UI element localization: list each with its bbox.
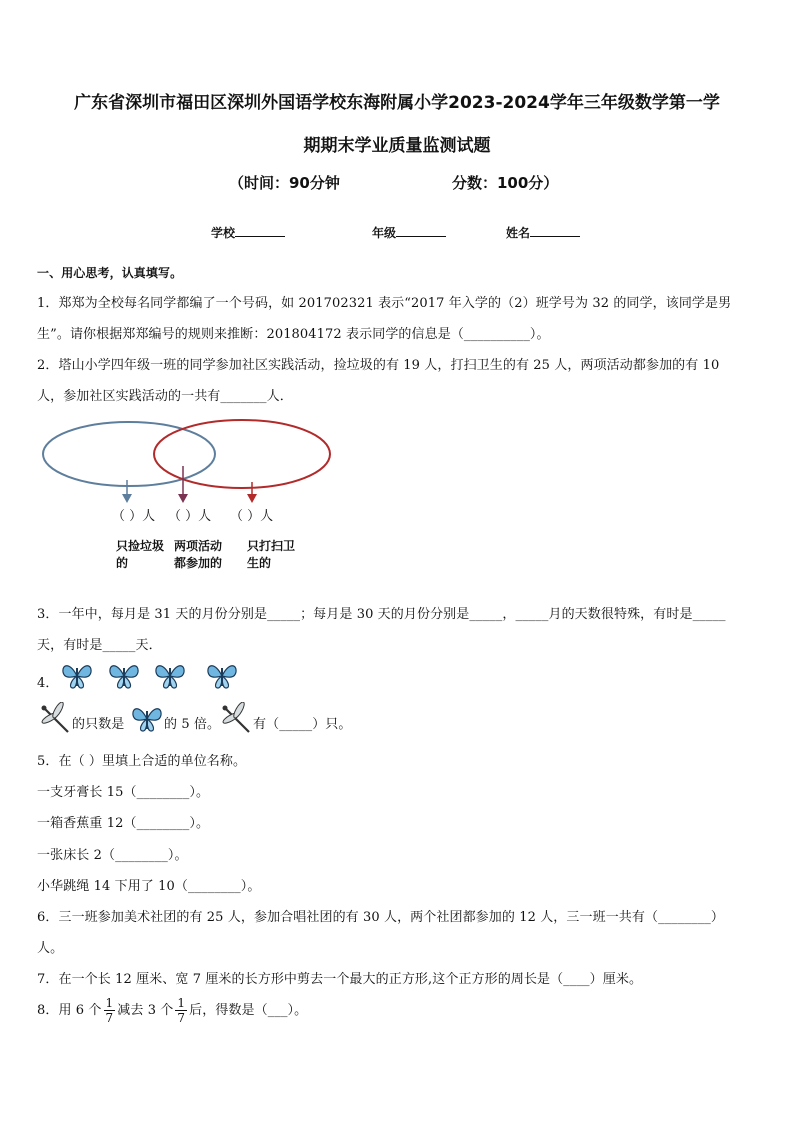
venn-blank-left: （ ）人 <box>112 509 156 524</box>
venn-label-right: 只打扫卫生的 <box>247 539 296 570</box>
fraction-denominator: 7 <box>105 1011 114 1025</box>
q5-a: 一支牙膏长 15（________）。 <box>37 785 210 800</box>
q4-text-a: 的只数是 <box>72 717 125 732</box>
venn-blank-right: （ ）人 <box>230 509 274 524</box>
q5-d: 小华跳绳 14 下用了 10（________）。 <box>37 879 261 894</box>
school-blank[interactable] <box>235 224 285 237</box>
grade-blank[interactable] <box>396 224 446 237</box>
butterfly-icon <box>130 703 164 735</box>
q3-line-1: 3．一年中，每月是 31 天的月份分别是_____；每月是 30 天的月份分别是_____，_____月的天数很特殊，有时是_____ <box>37 607 726 622</box>
q2-line-1: 2．塔山小学四年级一班的同学参加社区实践活动，捡垃圾的有 19 人，打扫卫生的有 25 人，两项活动都参加的有 10 <box>37 358 720 373</box>
name-blank[interactable] <box>530 224 580 237</box>
name-field <box>506 224 580 241</box>
grade-label: 年级 <box>372 226 397 240</box>
fraction-one-seventh <box>104 996 116 1025</box>
exam-score: 分数：100分） <box>452 174 559 192</box>
q5-c: 一张床长 2（________）。 <box>37 848 188 863</box>
venn-label-mid: 两项活动都参加的 <box>174 539 223 570</box>
dragonfly-icon <box>38 702 72 736</box>
section-heading: 一、用心思考，认真填写。 <box>37 266 183 280</box>
q8-part-3: 后，得数是（___）。 <box>189 1003 308 1018</box>
fraction-one-seventh <box>175 996 187 1025</box>
q1-line-1: 1．郑郑为全校每名同学都编了一个号码，如 201702321 表示“2017 年入学的（2）班学号为 32 的同学，该同学是男 <box>37 296 732 311</box>
butterfly-icon <box>205 660 239 692</box>
q5-stem: 5．在（ ）里填上合适的单位名称。 <box>37 754 247 769</box>
q8-line <box>37 996 307 1025</box>
butterfly-icon <box>107 660 141 692</box>
butterfly-icon <box>60 660 94 692</box>
name-label: 姓名 <box>506 226 531 240</box>
school-field <box>211 224 285 241</box>
q1-line-2: 生”。请你根据郑郑编号的规则来推断：201804172 表示同学的信息是（__________）。 <box>37 327 550 342</box>
right-circle <box>154 420 330 488</box>
venn-label-left: 只捡垃圾的 <box>116 539 165 570</box>
fraction-numerator: 1 <box>105 996 114 1010</box>
dragonfly-icon <box>219 702 253 736</box>
butterfly-icon <box>153 660 187 692</box>
q8-part-2: 减去 3 个 <box>117 1003 174 1018</box>
q8-part-1: 8．用 6 个 <box>37 1003 102 1018</box>
title-line-1: 广东省深圳市福田区深圳外国语学校东海附属小学2023-2024学年三年级数学第一学 <box>74 93 720 113</box>
left-arrow <box>122 480 132 503</box>
venn-blank-mid: （ ）人 <box>168 509 212 524</box>
q7-text: 7．在一个长 12 厘米、宽 7 厘米的长方形中剪去一个最大的正方形,这个正方形的周长是（____）厘米。 <box>37 972 643 987</box>
q5-b: 一箱香蕉重 12（________）。 <box>37 816 210 831</box>
fraction-numerator: 1 <box>177 996 186 1010</box>
q4-text-b: 的 5 倍。 <box>164 717 221 732</box>
q4-number: 4． <box>37 676 59 691</box>
q3-line-2: 天，有时是_____天． <box>37 638 162 653</box>
q6-line-1: 6．三一班参加美术社团的有 25 人，参加合唱社团的有 30 人，两个社团都参加的 12 人，三一班一共有（________） <box>37 910 724 925</box>
fraction-denominator: 7 <box>177 1011 186 1025</box>
q2-line-2: 人，参加社区实践活动的一共有_______人． <box>37 389 293 404</box>
exam-time: （时间：90分钟 <box>229 174 340 192</box>
mid-arrow <box>178 466 188 503</box>
q4-text-c: 有（_____）只。 <box>253 717 352 732</box>
venn-diagram <box>38 418 338 510</box>
q6-line-2: 人。 <box>37 941 64 956</box>
title-line-2: 期期末学业质量监测试题 <box>303 136 491 156</box>
school-label: 学校 <box>211 226 236 240</box>
left-circle <box>43 422 215 486</box>
grade-field <box>372 224 446 241</box>
right-arrow <box>247 482 257 503</box>
